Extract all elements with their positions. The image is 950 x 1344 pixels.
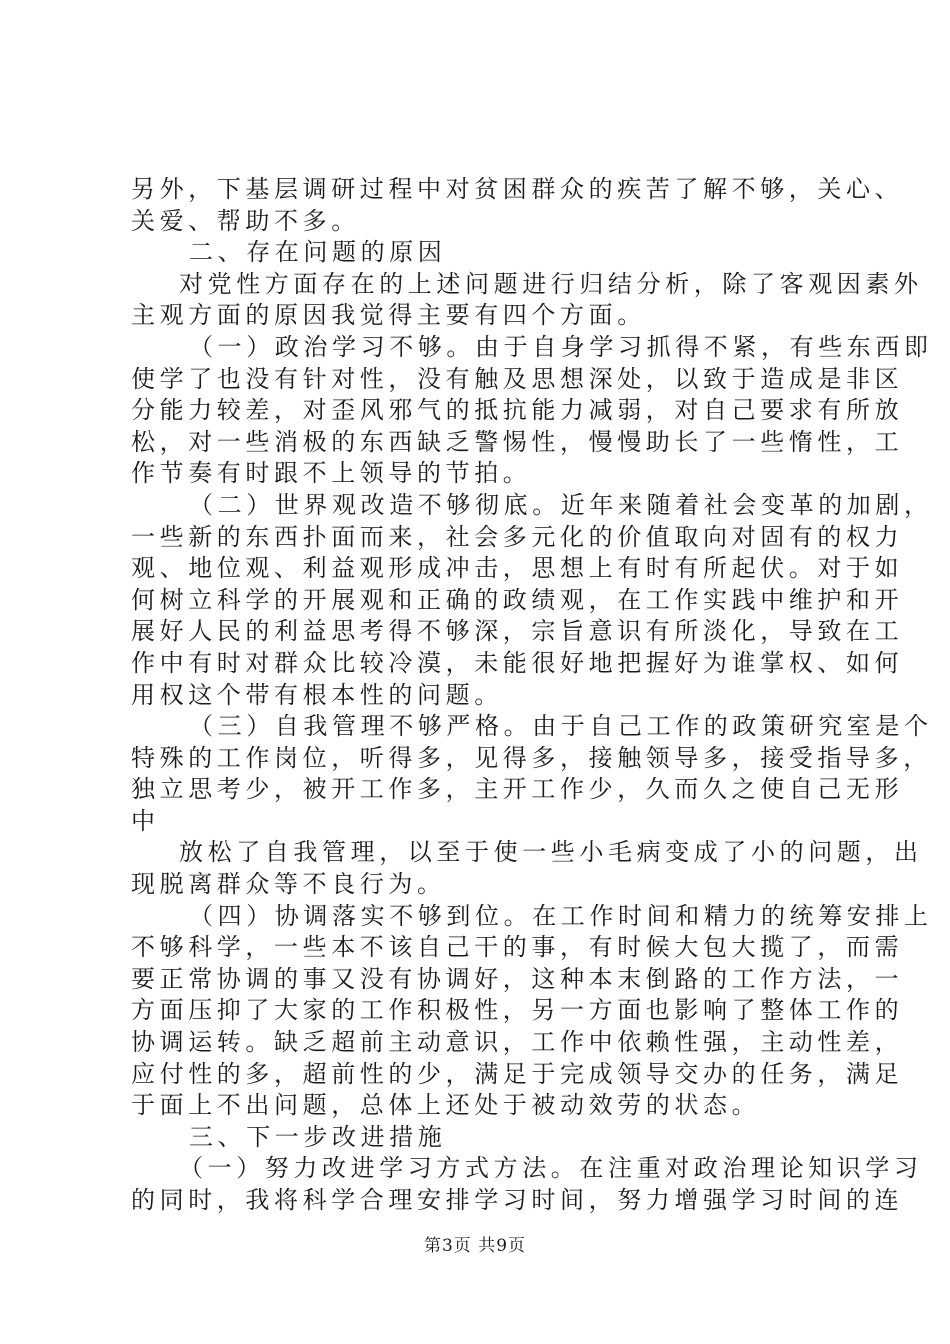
text-line: 方面压抑了大家的工作积极性，另一方面也影响了整体工作的 bbox=[131, 996, 904, 1025]
page-number-footer: 第3页 共9页 bbox=[423, 1236, 527, 1256]
subsection-line: （二）世界观改造不够彻底。近年来随着社会变革的加剧， bbox=[189, 490, 933, 519]
text-line: 松，对一些消极的东西缺乏警惕性，慢慢助长了一些惰性，工 bbox=[131, 427, 904, 456]
section-heading: 二、存在问题的原因 bbox=[189, 238, 447, 267]
text-line: 于面上不出问题，总体上还处于被动效劳的状态。 bbox=[131, 1091, 761, 1120]
text-line: 现脱离群众等不良行为。 bbox=[131, 870, 446, 899]
document-body bbox=[131, 174, 933, 1217]
text-line: 的同时，我将科学合理安排学习时间，努力增强学习时间的连 bbox=[131, 1186, 904, 1214]
text-line: 何树立科学的开展观和正确的政绩观，在工作实践中维护和开 bbox=[131, 585, 904, 614]
text-line: 对党性方面存在的上述问题进行归结分析，除了客观因素外 bbox=[179, 269, 923, 298]
subsection-line: （一）政治学习不够。由于自身学习抓得不紧，有些东西即 bbox=[189, 332, 933, 361]
text-line: 作节奏有时跟不上领导的节拍。 bbox=[131, 459, 532, 488]
text-line: 观、地位观、利益观形成冲击，思想上有时有所起伏。对于如 bbox=[131, 554, 904, 583]
text-line: 另外，下基层调研过程中对贫困群众的疾苦了解不够，关心、 bbox=[131, 175, 904, 203]
section-heading: 三、下一步改进措施 bbox=[189, 1122, 447, 1151]
text-line: 用权这个带有根本性的问题。 bbox=[131, 680, 503, 709]
text-line: 协调运转。缺乏超前主动意识，工作中依赖性强，主动性差， bbox=[131, 1028, 904, 1057]
text-line: 关爱、帮助不多。 bbox=[131, 206, 360, 235]
text-line: 特殊的工作岗位，听得多，见得多，接触领导多，接受指导多， bbox=[131, 743, 932, 772]
text-line: 展好人民的利益思考得不够深，宗旨意识有所淡化，导致在工 bbox=[131, 617, 904, 646]
text-line: 中 bbox=[131, 806, 160, 835]
text-line: 分能力较差，对歪风邪气的抵抗能力减弱，对自己要求有所放 bbox=[131, 396, 904, 425]
text-line: 作中有时对群众比较冷漠，未能很好地把握好为谁掌权、如何 bbox=[131, 648, 904, 677]
subsection-line: （四）协调落实不够到位。在工作时间和精力的统筹安排上 bbox=[189, 901, 933, 930]
text-line: 独立思考少，被开工作多，主开工作少，久而久之使自己无形 bbox=[131, 775, 904, 804]
subsection-line: （三）自我管理不够严格。由于自己工作的政策研究室是个 bbox=[189, 712, 933, 741]
text-line: 一些新的东西扑面而来，社会多元化的价值取向对固有的权力 bbox=[131, 522, 904, 551]
text-line: 要正常协调的事又没有协调好，这种本末倒路的工作方法，一 bbox=[131, 964, 904, 993]
text-line: 不够科学，一些本不该自己干的事，有时候大包大揽了，而需 bbox=[131, 933, 904, 962]
text-line: 应付性的多，超前性的少，满足于完成领导交办的任务，满足 bbox=[131, 1059, 904, 1088]
text-line: 放松了自我管理，以至于使一些小毛病变成了小的问题，出 bbox=[179, 838, 923, 867]
text-line: 主观方面的原因我觉得主要有四个方面。 bbox=[131, 301, 646, 330]
text-line: 使学了也没有针对性，没有触及思想深处，以致于造成是非区 bbox=[131, 364, 904, 393]
subsection-line: （一）努力改进学习方式方法。在注重对政治理论知识学习 bbox=[179, 1154, 923, 1183]
